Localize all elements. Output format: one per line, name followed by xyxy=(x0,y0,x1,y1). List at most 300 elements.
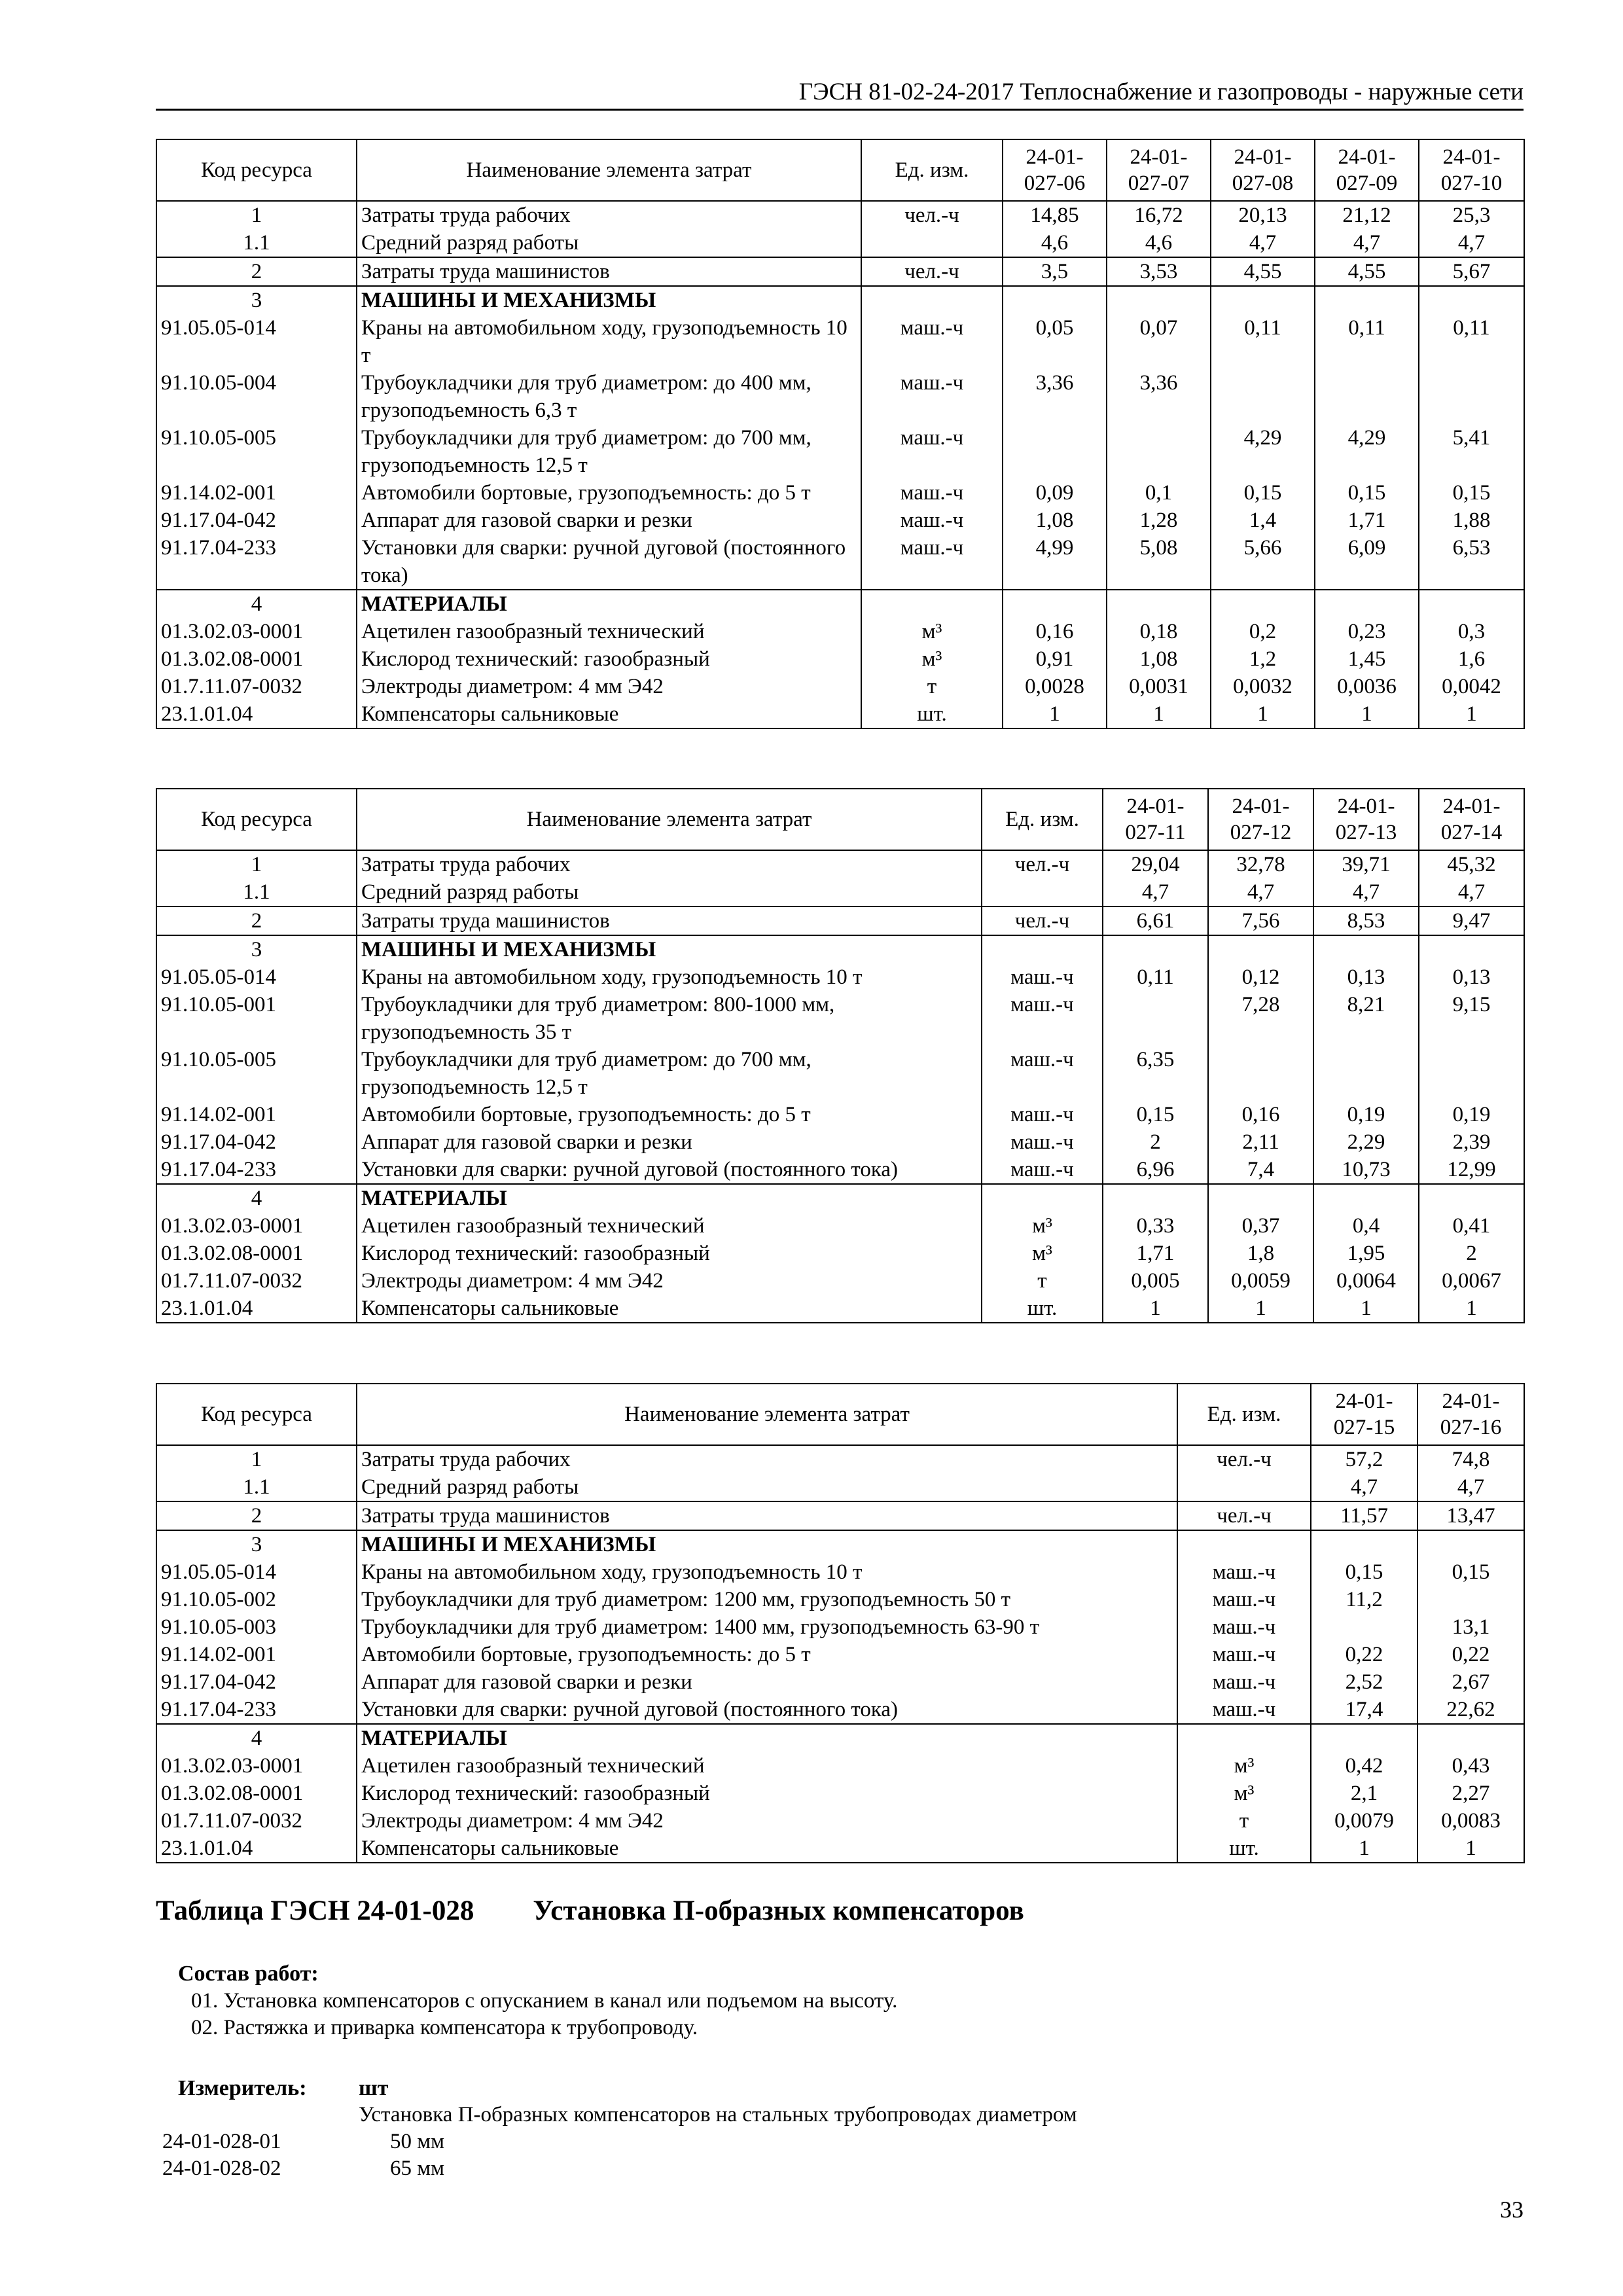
row-value: 7,56 xyxy=(1208,906,1313,935)
row-value: 1,71 xyxy=(1315,507,1419,534)
row-name: Ацетилен газообразный технический xyxy=(357,618,861,645)
table-row xyxy=(156,1184,1524,1212)
row-value: 11,57 xyxy=(1311,1501,1418,1530)
row-value: 17,4 xyxy=(1311,1696,1418,1724)
row-value xyxy=(1107,286,1211,314)
row-value: 4,7 xyxy=(1315,229,1419,257)
table-row xyxy=(156,1128,1524,1156)
row-code: 91.14.02-001 xyxy=(156,1641,357,1668)
row-name: Компенсаторы сальниковые xyxy=(357,700,861,728)
resource-table-1 xyxy=(156,139,1525,729)
row-value xyxy=(1107,590,1211,618)
row-code: 23.1.01.04 xyxy=(156,700,357,728)
row-value: 4,99 xyxy=(1003,534,1107,590)
row-value: 0,43 xyxy=(1418,1752,1524,1780)
row-unit: м³ xyxy=(1177,1752,1311,1780)
row-value: 3,5 xyxy=(1003,257,1107,286)
table-row xyxy=(156,1046,1524,1101)
row-code: 91.05.05-014 xyxy=(156,314,357,369)
row-name: Затраты труда рабочих xyxy=(357,201,861,229)
row-value: 0,15 xyxy=(1211,479,1315,507)
row-code: 91.05.05-014 xyxy=(156,1558,357,1586)
row-value: 0,0064 xyxy=(1313,1267,1419,1295)
row-code: 2 xyxy=(156,906,357,935)
resource-table-3 xyxy=(156,1383,1525,1863)
row-unit: маш.-ч xyxy=(1177,1586,1311,1613)
row-name: МАТЕРИАЛЫ xyxy=(357,1724,1177,1752)
row-unit: маш.-ч xyxy=(861,507,1003,534)
table-row xyxy=(156,1501,1524,1530)
header-norm-code: 24-01- 027-11 xyxy=(1103,789,1208,850)
row-value: 14,85 xyxy=(1003,201,1107,229)
row-code: 91.17.04-042 xyxy=(156,1128,357,1156)
row-name: Электроды диаметром: 4 мм Э42 xyxy=(357,673,861,700)
row-value: 6,96 xyxy=(1103,1156,1208,1184)
row-code: 91.14.02-001 xyxy=(156,479,357,507)
row-code: 1 xyxy=(156,850,357,878)
row-value xyxy=(1103,935,1208,963)
table-row xyxy=(156,1835,1524,1863)
row-value: 3,36 xyxy=(1003,369,1107,424)
row-unit: чел.-ч xyxy=(1177,1501,1311,1530)
row-value: 1,2 xyxy=(1211,645,1315,673)
row-value: 0,23 xyxy=(1315,618,1419,645)
table-row xyxy=(156,935,1524,963)
page-header: ГЭСН 81-02-24-2017 Теплоснабжение и газопроводы - наружные сети xyxy=(156,77,1524,111)
table-header-row xyxy=(156,789,1524,850)
header-unit: Ед. изм. xyxy=(861,139,1003,201)
row-value xyxy=(1208,935,1313,963)
table-row xyxy=(156,424,1524,479)
row-value: 0,0079 xyxy=(1311,1807,1418,1835)
row-value: 4,55 xyxy=(1211,257,1315,286)
table-row xyxy=(156,369,1524,424)
row-code: 01.3.02.08-0001 xyxy=(156,1780,357,1807)
row-value: 0,13 xyxy=(1313,963,1419,991)
row-value: 0,15 xyxy=(1419,479,1524,507)
row-value: 4,55 xyxy=(1315,257,1419,286)
table-header-row xyxy=(156,139,1524,201)
table-row xyxy=(156,1267,1524,1295)
row-unit: т xyxy=(982,1267,1103,1295)
row-value: 9,47 xyxy=(1419,906,1524,935)
row-value xyxy=(1313,935,1419,963)
row-unit: чел.-ч xyxy=(1177,1445,1311,1473)
table-row xyxy=(156,963,1524,991)
row-unit: маш.-ч xyxy=(982,1156,1103,1184)
header-unit: Ед. изм. xyxy=(1177,1384,1311,1445)
row-value: 1,8 xyxy=(1208,1240,1313,1267)
row-unit: м³ xyxy=(1177,1780,1311,1807)
row-value: 2,1 xyxy=(1311,1780,1418,1807)
row-value: 4,7 xyxy=(1211,229,1315,257)
row-value: 0,0083 xyxy=(1418,1807,1524,1835)
table-row xyxy=(156,1558,1524,1586)
row-code: 4 xyxy=(156,590,357,618)
row-value: 0,13 xyxy=(1419,963,1524,991)
row-value: 2,39 xyxy=(1419,1128,1524,1156)
row-value: 0,16 xyxy=(1208,1101,1313,1128)
row-code: 01.3.02.03-0001 xyxy=(156,618,357,645)
row-value xyxy=(1418,1586,1524,1613)
row-unit: м³ xyxy=(861,618,1003,645)
row-value: 4,6 xyxy=(1003,229,1107,257)
row-unit: маш.-ч xyxy=(982,963,1103,991)
row-value: 0,33 xyxy=(1103,1212,1208,1240)
row-value: 0,0031 xyxy=(1107,673,1211,700)
row-value: 5,67 xyxy=(1419,257,1524,286)
row-unit: чел.-ч xyxy=(982,850,1103,878)
resource-table-2 xyxy=(156,788,1525,1323)
row-name: Трубоукладчики для труб диаметром: 800-1000 мм, грузоподъемность 35 т xyxy=(357,991,982,1046)
row-unit: маш.-ч xyxy=(982,991,1103,1046)
header-norm-code: 24-01- 027-14 xyxy=(1419,789,1524,850)
row-value: 1,71 xyxy=(1103,1240,1208,1267)
row-value xyxy=(1211,590,1315,618)
row-name: Трубоукладчики для труб диаметром: до 400 мм, грузоподъемность 6,3 т xyxy=(357,369,861,424)
row-value: 0,15 xyxy=(1311,1558,1418,1586)
row-unit xyxy=(1177,1530,1311,1558)
row-value: 1 xyxy=(1419,700,1524,728)
row-value: 2 xyxy=(1419,1240,1524,1267)
row-code: 4 xyxy=(156,1724,357,1752)
table-header-row xyxy=(156,1384,1524,1445)
row-value: 1,6 xyxy=(1419,645,1524,673)
row-value: 0,15 xyxy=(1315,479,1419,507)
row-code: 1.1 xyxy=(156,878,357,906)
row-value: 1,08 xyxy=(1107,645,1211,673)
row-value: 0,12 xyxy=(1208,963,1313,991)
header-code: Код ресурса xyxy=(156,139,357,201)
row-name: МАТЕРИАЛЫ xyxy=(357,1184,982,1212)
row-unit: шт. xyxy=(861,700,1003,728)
row-value: 2,29 xyxy=(1313,1128,1419,1156)
row-code: 91.05.05-014 xyxy=(156,963,357,991)
row-code: 01.7.11.07-0032 xyxy=(156,673,357,700)
row-value: 0,18 xyxy=(1107,618,1211,645)
row-code: 2 xyxy=(156,257,357,286)
row-value: 3,53 xyxy=(1107,257,1211,286)
row-unit: м³ xyxy=(861,645,1003,673)
row-value: 1,08 xyxy=(1003,507,1107,534)
table-row xyxy=(156,257,1524,286)
row-value xyxy=(1311,1613,1418,1641)
row-value: 5,66 xyxy=(1211,534,1315,590)
row-code: 91.10.05-004 xyxy=(156,369,357,424)
row-name: Электроды диаметром: 4 мм Э42 xyxy=(357,1807,1177,1835)
header-name: Наименование элемента затрат xyxy=(357,1384,1177,1445)
row-unit: т xyxy=(1177,1807,1311,1835)
header-norm-code: 24-01- 027-16 xyxy=(1418,1384,1524,1445)
row-value: 2,27 xyxy=(1418,1780,1524,1807)
row-value: 20,13 xyxy=(1211,201,1315,229)
row-name: Компенсаторы сальниковые xyxy=(357,1835,1177,1863)
row-value: 4,7 xyxy=(1313,878,1419,906)
row-unit: т xyxy=(861,673,1003,700)
row-name: Автомобили бортовые, грузоподъемность: до 5 т xyxy=(357,479,861,507)
row-code: 2 xyxy=(156,1501,357,1530)
row-unit xyxy=(982,878,1103,906)
row-name: Установки для сварки: ручной дуговой (постоянного тока) xyxy=(357,1696,1177,1724)
work-composition-heading: Состав работ: xyxy=(178,1962,319,1986)
row-name: Установки для сварки: ручной дуговой (постоянного тока) xyxy=(357,534,861,590)
row-value: 4,6 xyxy=(1107,229,1211,257)
row-code: 01.3.02.08-0001 xyxy=(156,1240,357,1267)
header-name: Наименование элемента затрат xyxy=(357,789,982,850)
row-value: 0,0036 xyxy=(1315,673,1419,700)
row-value: 1,28 xyxy=(1107,507,1211,534)
row-value xyxy=(1107,424,1211,479)
row-value xyxy=(1418,1724,1524,1752)
row-value: 21,12 xyxy=(1315,201,1419,229)
row-value: 0,0028 xyxy=(1003,673,1107,700)
header-norm-code: 24-01- 027-12 xyxy=(1208,789,1313,850)
row-code: 91.17.04-042 xyxy=(156,1668,357,1696)
row-unit: маш.-ч xyxy=(1177,1558,1311,1586)
row-value: 0,05 xyxy=(1003,314,1107,369)
row-value: 0,22 xyxy=(1311,1641,1418,1668)
table-row xyxy=(156,507,1524,534)
row-name: МАШИНЫ И МЕХАНИЗМЫ xyxy=(357,1530,1177,1558)
row-value: 10,73 xyxy=(1313,1156,1419,1184)
header-name: Наименование элемента затрат xyxy=(357,139,861,201)
row-name: Аппарат для газовой сварки и резки xyxy=(357,507,861,534)
item-code-1: 24-01-028-01 xyxy=(162,2130,281,2153)
row-value: 0,1 xyxy=(1107,479,1211,507)
row-code: 91.10.05-003 xyxy=(156,1613,357,1641)
row-value: 4,7 xyxy=(1419,878,1524,906)
row-code: 1 xyxy=(156,1445,357,1473)
table-row xyxy=(156,1780,1524,1807)
row-value xyxy=(1311,1724,1418,1752)
row-code: 1 xyxy=(156,201,357,229)
item-text-1: 50 мм xyxy=(390,2130,445,2153)
row-name: Средний разряд работы xyxy=(357,229,861,257)
row-code: 1.1 xyxy=(156,1473,357,1501)
row-value: 1 xyxy=(1003,700,1107,728)
row-value: 11,2 xyxy=(1311,1586,1418,1613)
row-value: 4,7 xyxy=(1208,878,1313,906)
header-norm-code: 24-01- 027-10 xyxy=(1419,139,1524,201)
row-unit: чел.-ч xyxy=(861,201,1003,229)
row-value: 1 xyxy=(1419,1295,1524,1323)
row-code: 01.3.02.03-0001 xyxy=(156,1752,357,1780)
row-code: 91.10.05-001 xyxy=(156,991,357,1046)
row-value: 2,11 xyxy=(1208,1128,1313,1156)
row-value xyxy=(1311,1530,1418,1558)
row-value: 4,7 xyxy=(1103,878,1208,906)
row-value: 13,1 xyxy=(1418,1613,1524,1641)
row-value: 3,36 xyxy=(1107,369,1211,424)
header-code: Код ресурса xyxy=(156,1384,357,1445)
row-value: 0,09 xyxy=(1003,479,1107,507)
table-row xyxy=(156,1641,1524,1668)
row-unit: чел.-ч xyxy=(861,257,1003,286)
row-value: 0,2 xyxy=(1211,618,1315,645)
row-value xyxy=(1003,286,1107,314)
table-row xyxy=(156,314,1524,369)
header-code: Код ресурса xyxy=(156,789,357,850)
table-row xyxy=(156,1752,1524,1780)
row-name: Затраты труда рабочих xyxy=(357,850,982,878)
row-value: 0,91 xyxy=(1003,645,1107,673)
row-name: Установки для сварки: ручной дуговой (постоянного тока) xyxy=(357,1156,982,1184)
row-value: 0,4 xyxy=(1313,1212,1419,1240)
row-name: Аппарат для газовой сварки и резки xyxy=(357,1668,1177,1696)
row-value: 8,53 xyxy=(1313,906,1419,935)
table-row xyxy=(156,1724,1524,1752)
row-name: Затраты труда машинистов xyxy=(357,1501,1177,1530)
row-value: 32,78 xyxy=(1208,850,1313,878)
row-value: 0,16 xyxy=(1003,618,1107,645)
header-unit: Ед. изм. xyxy=(982,789,1103,850)
row-value: 0,37 xyxy=(1208,1212,1313,1240)
row-name: Автомобили бортовые, грузоподъемность: до 5 т xyxy=(357,1641,1177,1668)
row-name: Трубоукладчики для труб диаметром: 1400 мм, грузоподъемность 63-90 т xyxy=(357,1613,1177,1641)
row-value xyxy=(1313,1046,1419,1101)
row-unit: маш.-ч xyxy=(861,369,1003,424)
row-name: Кислород технический: газообразный xyxy=(357,645,861,673)
row-value: 5,08 xyxy=(1107,534,1211,590)
row-value: 22,62 xyxy=(1418,1696,1524,1724)
row-unit: чел.-ч xyxy=(982,906,1103,935)
row-value: 0,22 xyxy=(1418,1641,1524,1668)
row-name: Краны на автомобильном ходу, грузоподъемность 10 т xyxy=(357,314,861,369)
row-name: Средний разряд работы xyxy=(357,878,982,906)
row-unit: маш.-ч xyxy=(861,424,1003,479)
table-row xyxy=(156,534,1524,590)
row-name: Ацетилен газообразный технический xyxy=(357,1212,982,1240)
row-name: Компенсаторы сальниковые xyxy=(357,1295,982,1323)
row-value xyxy=(1418,1530,1524,1558)
row-value xyxy=(1208,1046,1313,1101)
row-value: 1 xyxy=(1418,1835,1524,1863)
row-unit xyxy=(1177,1473,1311,1501)
row-value: 0,0059 xyxy=(1208,1267,1313,1295)
row-value: 0,005 xyxy=(1103,1267,1208,1295)
row-value xyxy=(1419,369,1524,424)
table-row xyxy=(156,673,1524,700)
table-row xyxy=(156,590,1524,618)
table-title-code: Таблица ГЭСН 24-01-028 xyxy=(156,1895,474,1926)
table-row xyxy=(156,1696,1524,1724)
table-row xyxy=(156,1101,1524,1128)
row-value: 1 xyxy=(1311,1835,1418,1863)
item-text-2: 65 мм xyxy=(390,2157,445,2180)
table-row xyxy=(156,618,1524,645)
row-value: 0,0042 xyxy=(1419,673,1524,700)
table-row xyxy=(156,201,1524,229)
row-value: 6,61 xyxy=(1103,906,1208,935)
row-value: 4,7 xyxy=(1418,1473,1524,1501)
row-value: 0,0032 xyxy=(1211,673,1315,700)
table-row xyxy=(156,1807,1524,1835)
row-value: 0,11 xyxy=(1103,963,1208,991)
row-value: 1,88 xyxy=(1419,507,1524,534)
row-unit: маш.-ч xyxy=(861,314,1003,369)
row-value: 6,35 xyxy=(1103,1046,1208,1101)
row-value: 6,53 xyxy=(1419,534,1524,590)
item-code-2: 24-01-028-02 xyxy=(162,2157,281,2180)
table-row xyxy=(156,1445,1524,1473)
table-row xyxy=(156,1668,1524,1696)
row-value: 5,41 xyxy=(1419,424,1524,479)
row-value: 57,2 xyxy=(1311,1445,1418,1473)
row-name: Краны на автомобильном ходу, грузоподъемность 10 т xyxy=(357,1558,1177,1586)
row-value: 7,4 xyxy=(1208,1156,1313,1184)
row-value: 0,19 xyxy=(1419,1101,1524,1128)
row-value: 16,72 xyxy=(1107,201,1211,229)
row-code: 01.7.11.07-0032 xyxy=(156,1807,357,1835)
table-row xyxy=(156,1586,1524,1613)
row-unit xyxy=(861,590,1003,618)
row-value: 1,4 xyxy=(1211,507,1315,534)
row-code: 91.14.02-001 xyxy=(156,1101,357,1128)
row-unit: маш.-ч xyxy=(1177,1668,1311,1696)
table-row xyxy=(156,1295,1524,1323)
row-value: 13,47 xyxy=(1418,1501,1524,1530)
row-unit xyxy=(982,935,1103,963)
row-value xyxy=(1419,590,1524,618)
row-code: 91.17.04-233 xyxy=(156,1156,357,1184)
table-row xyxy=(156,991,1524,1046)
table-row xyxy=(156,850,1524,878)
row-code: 91.10.05-005 xyxy=(156,1046,357,1101)
row-value: 29,04 xyxy=(1103,850,1208,878)
table-row xyxy=(156,229,1524,257)
table-row xyxy=(156,1212,1524,1240)
row-value: 1,95 xyxy=(1313,1240,1419,1267)
row-name: Электроды диаметром: 4 мм Э42 xyxy=(357,1267,982,1295)
row-unit: м³ xyxy=(982,1212,1103,1240)
row-value xyxy=(1103,991,1208,1046)
row-value: 0,11 xyxy=(1419,314,1524,369)
row-value: 6,09 xyxy=(1315,534,1419,590)
row-unit xyxy=(982,1184,1103,1212)
row-name: МАТЕРИАЛЫ xyxy=(357,590,861,618)
row-code: 01.3.02.03-0001 xyxy=(156,1212,357,1240)
row-name: Автомобили бортовые, грузоподъемность: до 5 т xyxy=(357,1101,982,1128)
row-code: 01.3.02.08-0001 xyxy=(156,645,357,673)
row-value: 4,29 xyxy=(1315,424,1419,479)
page-number: 33 xyxy=(1500,2197,1524,2223)
row-code: 91.17.04-233 xyxy=(156,534,357,590)
row-code: 23.1.01.04 xyxy=(156,1295,357,1323)
row-name: Аппарат для газовой сварки и резки xyxy=(357,1128,982,1156)
row-code: 3 xyxy=(156,935,357,963)
row-name: МАШИНЫ И МЕХАНИЗМЫ xyxy=(357,286,861,314)
table-row xyxy=(156,1156,1524,1184)
row-code: 91.17.04-233 xyxy=(156,1696,357,1724)
row-name: Трубоукладчики для труб диаметром: 1200 мм, грузоподъемность 50 т xyxy=(357,1586,1177,1613)
row-value: 12,99 xyxy=(1419,1156,1524,1184)
section-description: Установка П-образных компенсаторов на стальных трубопроводах диаметром xyxy=(359,2103,1077,2126)
row-value xyxy=(1003,424,1107,479)
row-value: 9,15 xyxy=(1419,991,1524,1046)
row-value: 25,3 xyxy=(1419,201,1524,229)
row-unit: маш.-ч xyxy=(982,1046,1103,1101)
row-code: 4 xyxy=(156,1184,357,1212)
row-value xyxy=(1313,1184,1419,1212)
row-value xyxy=(1103,1184,1208,1212)
row-name: Трубоукладчики для труб диаметром: до 700 мм, грузоподъемность 12,5 т xyxy=(357,424,861,479)
row-value: 1 xyxy=(1315,700,1419,728)
row-value xyxy=(1211,286,1315,314)
row-unit: маш.-ч xyxy=(1177,1641,1311,1668)
row-value: 0,11 xyxy=(1315,314,1419,369)
row-value: 8,21 xyxy=(1313,991,1419,1046)
row-value: 74,8 xyxy=(1418,1445,1524,1473)
